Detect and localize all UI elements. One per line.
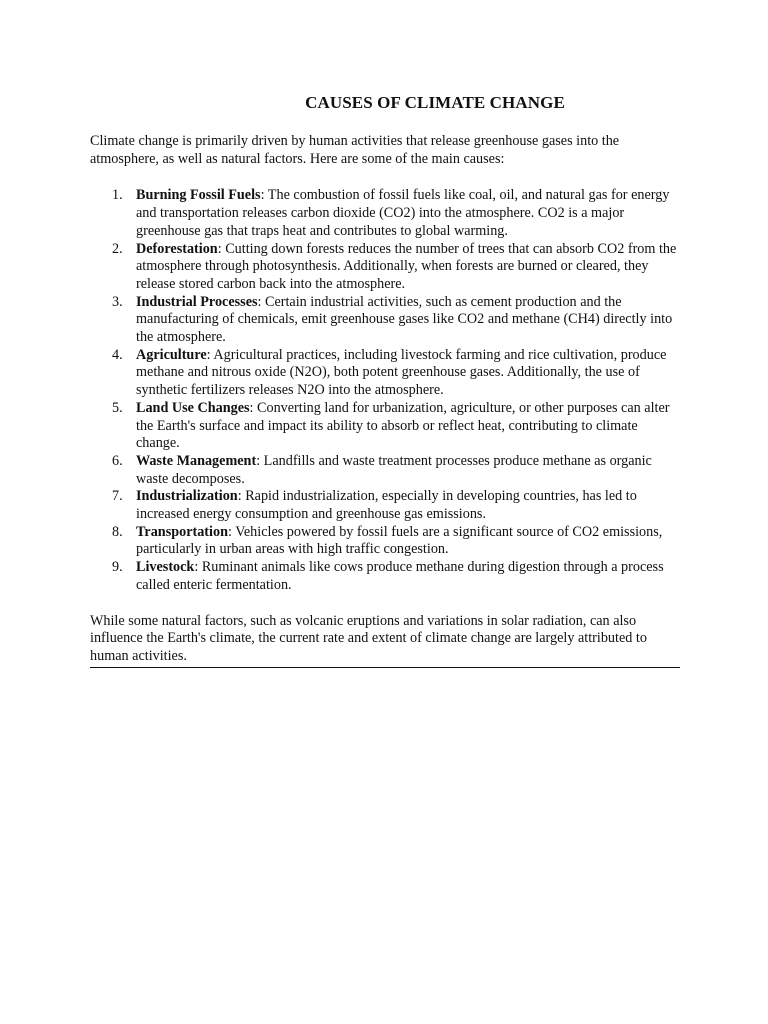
list-item-text: : Certain industrial activities, such as cement production and the manufacturing of chemicals, emit greenhouse gases like CO2 and methane (CH4) directly into the atmosphere. xyxy=(136,293,673,346)
list-item xyxy=(90,488,680,523)
list-item xyxy=(90,524,680,559)
list-item-term: Deforestation xyxy=(136,240,218,257)
list-item-number: 6. xyxy=(112,452,123,469)
causes-list xyxy=(90,187,680,594)
list-item-number: 7. xyxy=(112,488,123,505)
list-item-number: 1. xyxy=(112,187,123,204)
list-item xyxy=(90,400,680,453)
list-item-term: Livestock xyxy=(136,559,195,576)
list-item xyxy=(90,187,680,240)
list-item-number: 8. xyxy=(112,523,123,540)
list-item-number: 4. xyxy=(112,346,123,363)
list-item-text: : Vehicles powered by fossil fuels are a significant source of CO2 emissions, particularly in urban areas with high traffic congestion. xyxy=(136,523,663,558)
list-item-term: Industrial Processes xyxy=(136,293,258,310)
list-item-text: : Cutting down forests reduces the number of trees that can absorb CO2 from the atmosphere through photosynthesis. Additionally, when forests are burned or cleared, they release stored carbon back into the atmosphere. xyxy=(136,240,677,292)
list-item-text: : Agricultural practices, including livestock farming and rice cultivation, produce methane and nitrous oxide (N2O), both potent greenhouse gases. Additionally, the use of synthetic fertilizers releases N2O into the atmosphere. xyxy=(136,346,667,399)
list-item-number: 9. xyxy=(112,559,123,576)
list-item xyxy=(90,347,680,400)
list-item-text: : The combustion of fossil fuels like coal, oil, and natural gas for energy and transportation releases carbon dioxide (CO2) into the atmosphere. CO2 is a major greenhouse gas that traps heat and contributes to global warming. xyxy=(136,187,670,239)
document-title: CAUSES OF CLIMATE CHANGE xyxy=(305,93,565,112)
list-item-number: 2. xyxy=(112,240,123,257)
list-item-term: Burning Fossil Fuels xyxy=(136,187,261,204)
list-item-text: : Rapid industrialization, especially in developing countries, has led to increased energy consumption and greenhouse gas emissions. xyxy=(136,488,637,523)
list-item-term: Land Use Changes xyxy=(136,399,250,416)
document-page xyxy=(90,92,680,668)
list-item-text: : Ruminant animals like cows produce methane during digestion through a process called enteric fermentation. xyxy=(136,559,664,593)
list-item xyxy=(90,241,680,294)
closing-paragraph: While some natural factors, such as volcanic eruptions and variations in solar radiation, can also influence the Earth's climate, the current rate and extent of climate change are largely attributed to human activities. xyxy=(90,613,680,668)
list-item-text: : Converting land for urbanization, agriculture, or other purposes can alter the Earth's surface and impact its ability to absorb or reflect heat, contributing to climate change. xyxy=(136,399,670,452)
list-item-term: Agriculture xyxy=(136,346,207,363)
list-item xyxy=(90,294,680,347)
list-item-number: 3. xyxy=(112,293,123,310)
list-item-term: Transportation xyxy=(136,523,228,540)
list-item-term: Industrialization xyxy=(136,488,238,505)
list-item-text: : Landfills and waste treatment processes produce methane as organic waste decomposes. xyxy=(136,452,652,487)
list-item-term: Waste Management xyxy=(136,452,257,469)
list-item-number: 5. xyxy=(112,399,123,416)
list-item xyxy=(90,453,680,488)
list-item xyxy=(90,559,680,594)
intro-paragraph: Climate change is primarily driven by human activities that release greenhouse gases into the atmosphere, as well as natural factors. Here are some of the main causes: xyxy=(90,133,620,167)
